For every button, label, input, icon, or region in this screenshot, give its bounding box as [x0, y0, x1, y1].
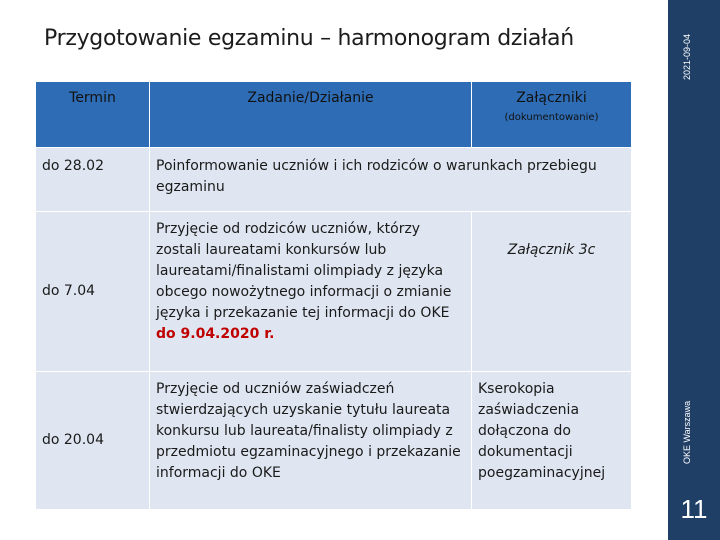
row-zadanie-text: Przyjęcie od rodziców uczniów, którzy zostali laureatami konkursów lub laureatami/finalistami olimpiady z języka obcego nowożytnego informacji o zmianie języka i przekazanie tej informacji do OKE — [156, 221, 452, 321]
table-row — [36, 148, 631, 212]
row-termin — [36, 372, 150, 509]
slide-date: 2021-09-04 — [682, 33, 692, 80]
table-row — [36, 372, 631, 510]
row-zalacznik: Kserokopia zaświadczenia dołączona do dokumentacji poegzaminacyjnej — [472, 372, 631, 509]
header-zalaczniki-sub: (dokumentowanie) — [504, 112, 599, 123]
header-termin: Termin — [36, 82, 150, 147]
page-number: 11 — [680, 494, 708, 524]
sidebar-band — [668, 0, 720, 540]
row-termin — [36, 212, 150, 371]
row-zadanie: Przyjęcie od uczniów zaświadczeń stwierdzających uzyskanie tytułu laureata konkursu lub laureata/finalisty olimpiady z przedmiotu egzaminacyjnego i przekazanie informacji do OKE — [150, 372, 472, 509]
row-zadanie: Poinformowanie uczniów i ich rodziców o warunkach przebiegu egzaminu — [150, 148, 631, 211]
row-zadanie — [150, 212, 472, 371]
table-row — [36, 212, 631, 372]
header-zalaczniki-label: Załączniki — [516, 90, 587, 106]
row-termin: do 28.02 — [36, 148, 150, 211]
table-header-row — [36, 82, 631, 148]
row-termin-text: do 7.04 — [42, 283, 96, 299]
schedule-table — [36, 82, 631, 510]
header-zalaczniki — [472, 82, 631, 147]
page-title: Przygotowanie egzaminu – harmonogram działań — [44, 26, 574, 51]
row-zalacznik: Załącznik 3c — [472, 212, 631, 371]
row-zadanie-deadline: do 9.04.2020 r. — [156, 326, 275, 342]
row-termin-text: do 20.04 — [42, 432, 104, 448]
slide-organization: OKE Warszawa — [682, 400, 692, 464]
header-zadanie: Zadanie/Działanie — [150, 82, 472, 147]
